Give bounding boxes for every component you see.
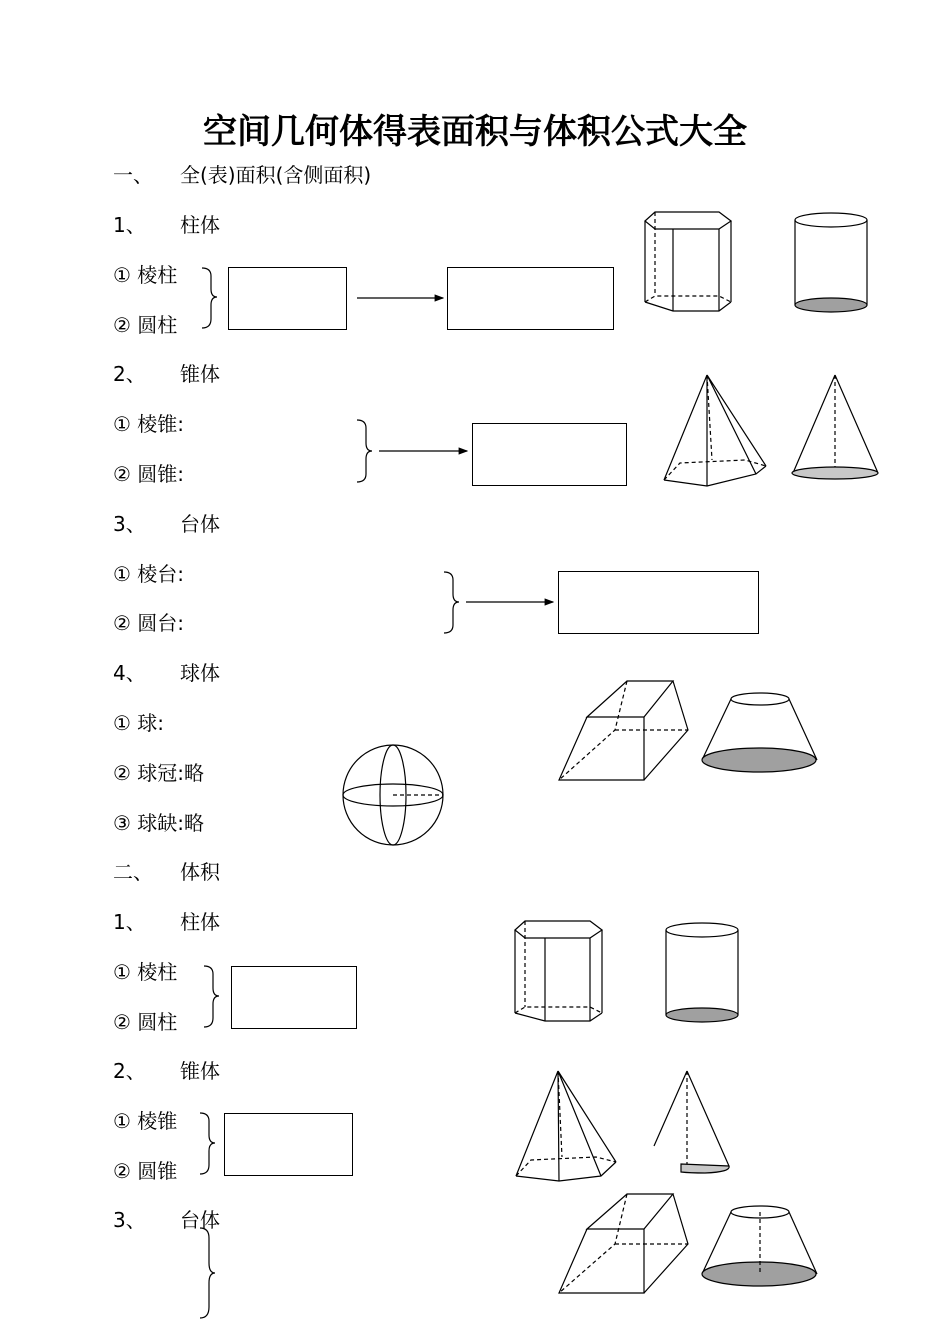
list-item: ② 圆锥 [113,1159,178,1183]
brace-icon [444,572,459,633]
list-item: ① 棱锥: [113,412,185,436]
subsection-number: 2、 [113,1059,146,1083]
brace-icon [357,420,372,482]
list-item: ② 圆柱 [113,313,178,337]
list-item: ① 球: [113,711,165,735]
cone-frustum-icon [702,1206,817,1286]
subsection-label: 台体 [180,1208,220,1232]
brace-icon [200,1113,215,1174]
hexagonal-prism-icon [515,921,602,1021]
cone-icon [792,375,878,479]
list-item: ② 球冠:略 [113,761,205,785]
list-item: ② 圆锥: [113,462,185,486]
list-item: ① 棱台: [113,562,185,586]
list-item: ② 圆柱 [113,1010,178,1034]
cone-frustum-icon [702,693,817,772]
subsection-label: 锥体 [180,1059,220,1083]
section-number: 一、 [113,163,153,187]
brace-icon [200,1228,215,1318]
prism-frustum-icon [559,681,688,780]
list-item: ① 棱锥 [113,1109,178,1133]
brace-icon [204,966,219,1027]
list-item: ① 棱柱 [113,263,178,287]
subsection-number: 1、 [113,213,146,237]
list-item: ② 圆台: [113,611,185,635]
list-item: ① 棱柱 [113,960,178,984]
subsection-number: 2、 [113,362,146,386]
subsection-label: 柱体 [180,213,220,237]
subsection-label: 台体 [180,512,220,536]
cylinder-icon [795,213,867,312]
subsection-number: 1、 [113,910,146,934]
subsection-label: 柱体 [180,910,220,934]
section-label: 全(表)面积(含侧面积) [180,163,372,187]
section-label: 体积 [180,860,220,884]
pyramid-icon [664,375,766,486]
subsection-number: 3、 [113,1208,146,1232]
section-number: 二、 [113,860,153,884]
subsection-number: 4、 [113,661,146,685]
page-title: 空间几何体得表面积与体积公式大全 [203,112,747,152]
subsection-label: 锥体 [180,362,220,386]
brace-icon [202,268,217,328]
cone-icon [654,1071,729,1173]
hexagonal-prism-icon [645,212,731,311]
cylinder-icon [666,923,738,1022]
sphere-icon [343,745,443,845]
prism-frustum-icon [559,1194,688,1293]
pyramid-icon [516,1071,616,1181]
list-item: ③ 球缺:略 [113,811,205,835]
subsection-label: 球体 [180,661,220,685]
subsection-number: 3、 [113,512,146,536]
